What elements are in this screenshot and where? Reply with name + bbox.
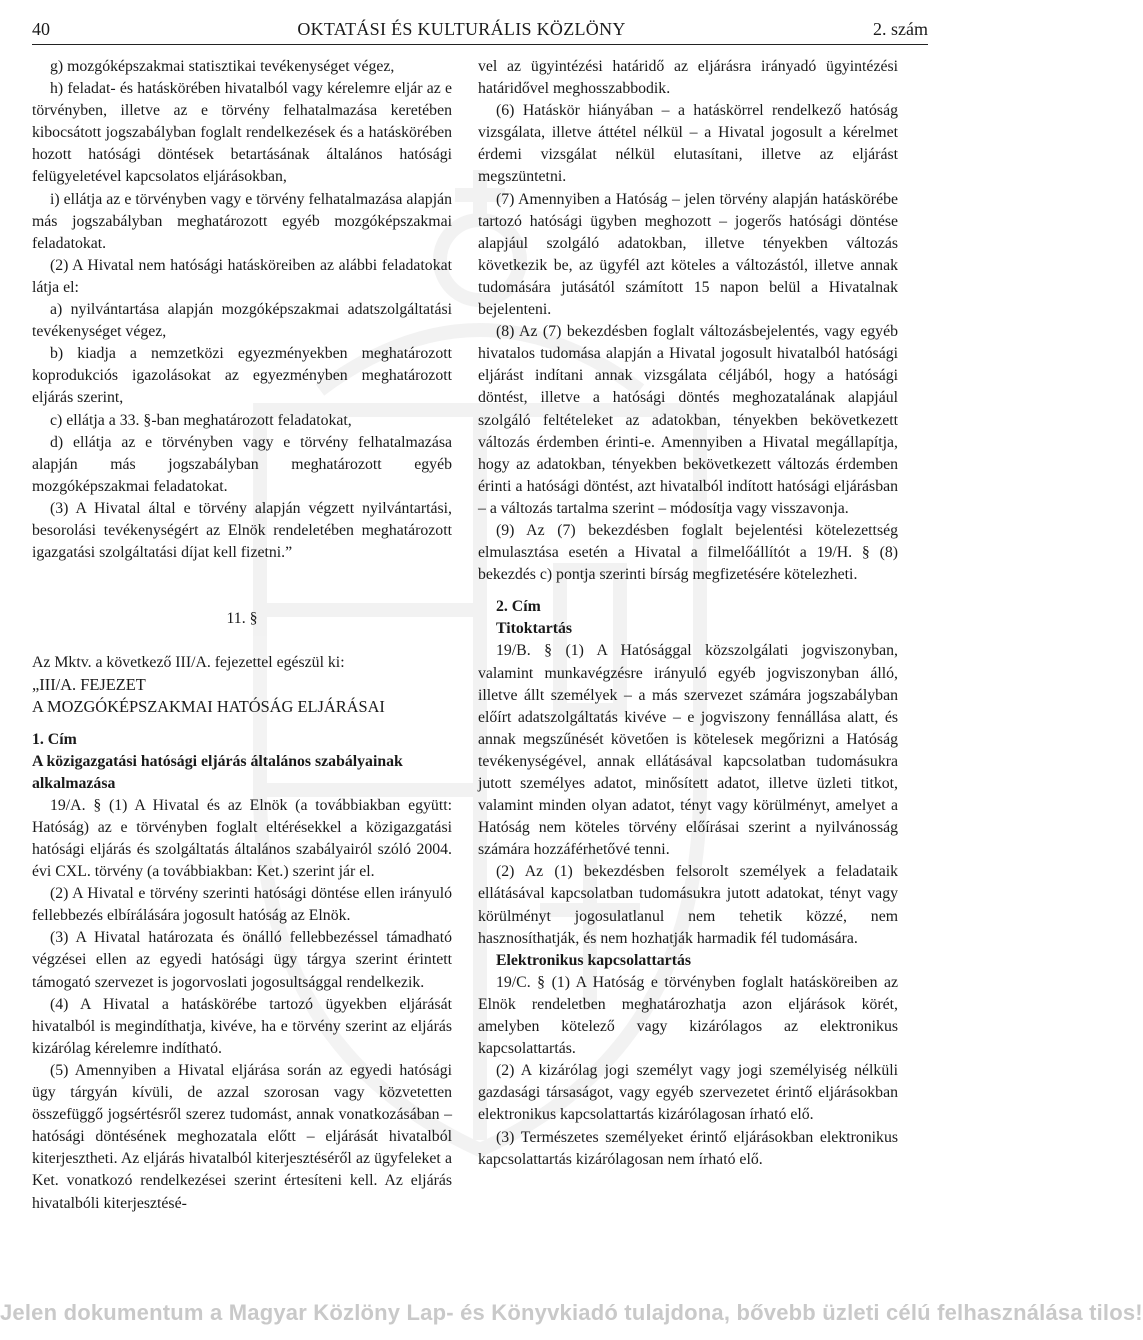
page-header (32, 14, 928, 45)
paragraph: a) nyilvántartása alapján mozgóképszakmai adatszolgáltatási tevékenységet végez, (32, 301, 452, 341)
paragraph: 19/A. § (1) A Hivatal és az Elnök (a továbbiakban együtt: Hatóság) az e törvényben foglalt eltérésekkel a közigazgatási hatósági eljárás és szolgáltatás általános szabályairól szóló 2004. évi CXL. törvény (a továbbiakban: Ket.) szerint jár el. (32, 796, 452, 881)
paragraph: (3) A Hivatal által e törvény alapján végzett nyilvántartási, besorolási tevékenységért az Elnök rendeletében meghatározott igazgatási szolgáltatási díjat kell fizetni.” (32, 499, 452, 562)
page-number: 40 (32, 18, 50, 39)
chapter-number: „III/A. FEJEZET (32, 675, 146, 695)
copyright-notice: Jelen dokumentum a Magyar Közlöny Lap- és Könyvkiadó tulajdona, bővebb üzleti célú felhasználása tilos! (0, 1300, 1143, 1325)
journal-title: OKTATÁSI ÉS KULTURÁLIS KÖZLÖNY (297, 18, 626, 39)
paragraph: (2) A Hivatal e törvény szerinti hatósági döntése ellen irányuló fellebbezés elbírálására jogosult hatóság az Elnök. (32, 885, 452, 925)
paragraph: d) ellátja az e törvényben vagy e törvény felhatalmazása alapján más jogszabályban meghatározott egyéb mozgóképszakmai feladatokat. (32, 433, 452, 495)
paragraph: h) feladat- és hatáskörében hivatalból vagy kérelemre eljár az e törvényben, illetve az e törvény felhatalmazása keretében kibocsátott jogszabályban foglalt rendelkezések és a hatáskörében hozott hatósági döntések betartásának általános hatósági felügyeletével kapcsolatos eljárásokban, (32, 80, 452, 186)
paragraph: c) ellátja a 33. §-ban meghatározott feladatokat, (50, 411, 352, 429)
left-column (32, 56, 452, 1215)
paragraph: i) ellátja az e törvényben vagy e törvény felhatalmazása alapján más jogszabályban meghatározott egyéb mozgóképszakmai feladatokat. (32, 190, 452, 252)
issue-number: 2. szám (873, 18, 928, 39)
paragraph: (3) A Hivatal határozata és önálló fellebbezéssel támadható végzései ellen az egyedi hatósági ügy tárgya szerint érintett támogató szervezet is jogorvoslati jogosultsággal rendelkezik. (32, 929, 452, 991)
paragraph: (2) A kizárólag jogi személyt vagy jogi személyiség nélküli gazdasági társaságot, vagy egyéb szervezetet érintő eljárásokban elektronikus kapcsolattartás kizárólagosan írható elő. (478, 1062, 898, 1124)
paragraph: b) kiadja a nemzetközi egyezményekben meghatározott koprodukciós igazolásokat az egyezményben meghatározott eljárás szerint, (32, 345, 452, 407)
paragraph: (7) Amennyiben a Hatóság – jelen törvény alapján hatáskörébe tartozó hatósági ügyben meghozott – jogerős hatósági döntése alapjául szolgáló adatokban, illetve tényekben változás következik be, az ügyfél azt köteles a változástól, illetve annak tudomására jutásától számított 15 napon belül a Hivatalnak bejelenteni. (478, 190, 898, 319)
paragraph: 19/C. § (1) A Hatóság e törvényben foglalt hatásköreiben az Elnök rendeletben meghatározhatja azon eljárások körét, amelyben kötelező vagy kizárólagos az elektronikus kapcsolattartás. (478, 973, 898, 1058)
paragraph: (3) Természetes személyeket érintő eljárásokban elektronikus kapcsolattartás kizárólagosan nem írható elő. (478, 1128, 898, 1168)
title-number: 1. Cím (32, 730, 77, 748)
paragraph: 19/B. § (1) A Hatósággal közszolgálati jogviszonyban, valamint munkavégzésre irányuló egyéb jogviszonyban álló, illetve állt személyek – a más szervezet számára jogszabályban előírt adatszolgáltatás kivéve – e jogviszony fennállása alatt, és annak megszűnését követően is kötelesek megőrizni a Hatóság tevékenységével, annak ellátásával kapcsolatban tudomásukra jutott személyes adatot, minősített adatot, illetve üzleti titkot, valamint minden olyan adatot, tényt vagy körülményt, amelyet a Hatóság nem köteles törvény előírásai szerint a nyilvánosság számára hozzáférhetővé tenni. (478, 642, 898, 859)
paragraph: vel az ügyintézési határidő az eljárásra irányadó ügyintézési határidővel meghosszabbodik. (478, 58, 898, 98)
title-number: 2. Cím (496, 598, 541, 616)
chapter-title: A MOZGÓKÉPSZAKMAI HATÓSÁG ELJÁRÁSAI (32, 697, 385, 717)
title-name: Elektronikus kapcsolattartás (496, 951, 692, 969)
right-column (478, 56, 898, 1171)
paragraph: (8) Az (7) bekezdésben foglalt változásbejelentés, vagy egyéb hivatalos tudomása alapján a Hivatal jogosult hivatalból hatósági eljárást indítani annak vizsgálata céljából, hogy a hatósági döntést, illetve a hatósági döntés meghozatalának alapjául szolgáló feltételeket az adatokban, tényekben bekövetkezett változás érdemben érinti-e. Amennyiben a Hivatal megállapítja, hogy az adatokban, tényekben bekövetkezett változás érdemben érinti a hatósági döntést, azt hivatalból indított hatósági eljárásban – a változás tartalma szerint – módosítja vagy visszavonja. (478, 323, 898, 517)
section-number: 11. § (226, 610, 258, 628)
title-name: Titoktartás (496, 620, 573, 638)
amendment-intro: Az Mktv. a következő III/A. fejezettel egészül ki: (32, 654, 345, 672)
title-name: A közigazgatási hatósági eljárás általános szabályainak alkalmazása (32, 752, 403, 792)
paragraph: (9) Az (7) bekezdésben foglalt bejelentési kötelezettség elmulasztása esetén a Hivatal a filmelőállítót a 19/H. § (8) bekezdés c) pontja szerinti bírság megfizetésére kötelezheti. (478, 521, 898, 584)
paragraph: (4) A Hivatal a hatáskörébe tartozó ügyekben eljárását hivatalból is megindíthatja, kivéve, ha e törvény szerint az eljárás kizárólag kérelemre indítható. (32, 995, 452, 1057)
paragraph: (6) Hatáskör hiányában – a hatáskörrel rendelkező hatóság vizsgálata, illetve áttétel nélkül – a Hivatal jogosult a kérelmet érdemi vizsgálat nélkül elutasítani, illetve az eljárást megszüntetni. (478, 102, 898, 186)
paragraph: g) mozgóképszakmai statisztikai tevékenységet végez, (50, 58, 395, 75)
paragraph: (2) A Hivatal nem hatósági hatásköreiben az alábbi feladatokat látja el: (32, 256, 452, 296)
paragraph: (5) Amennyiben a Hivatal eljárása során az egyedi hatósági ügy tárgyán kívüli, de azzal szorosan vagy közvetetten összefüggő jogsértésről szerez tudomást, annak vonatkozásában – hatósági döntésének meghozatala előtt – eljárását hivatalból kiterjesztheti. Az eljárás hivatalból kiterjesztéséről az ügyfeleket a Ket. vonatkozó rendelkezései szerint értesíteni kell. Az eljárás hivatalbóli kiterjesztésé- (32, 1061, 452, 1212)
paragraph: (2) Az (1) bekezdésben felsorolt személyek a feladataik ellátásával kapcsolatban tudomásukra jutott adatokat, tényt vagy körülményt jogosulatlanul nem tehetik közzé, nem hasznosíthatják, és nem hozhatják harmadik fél tudomására. (478, 863, 898, 947)
